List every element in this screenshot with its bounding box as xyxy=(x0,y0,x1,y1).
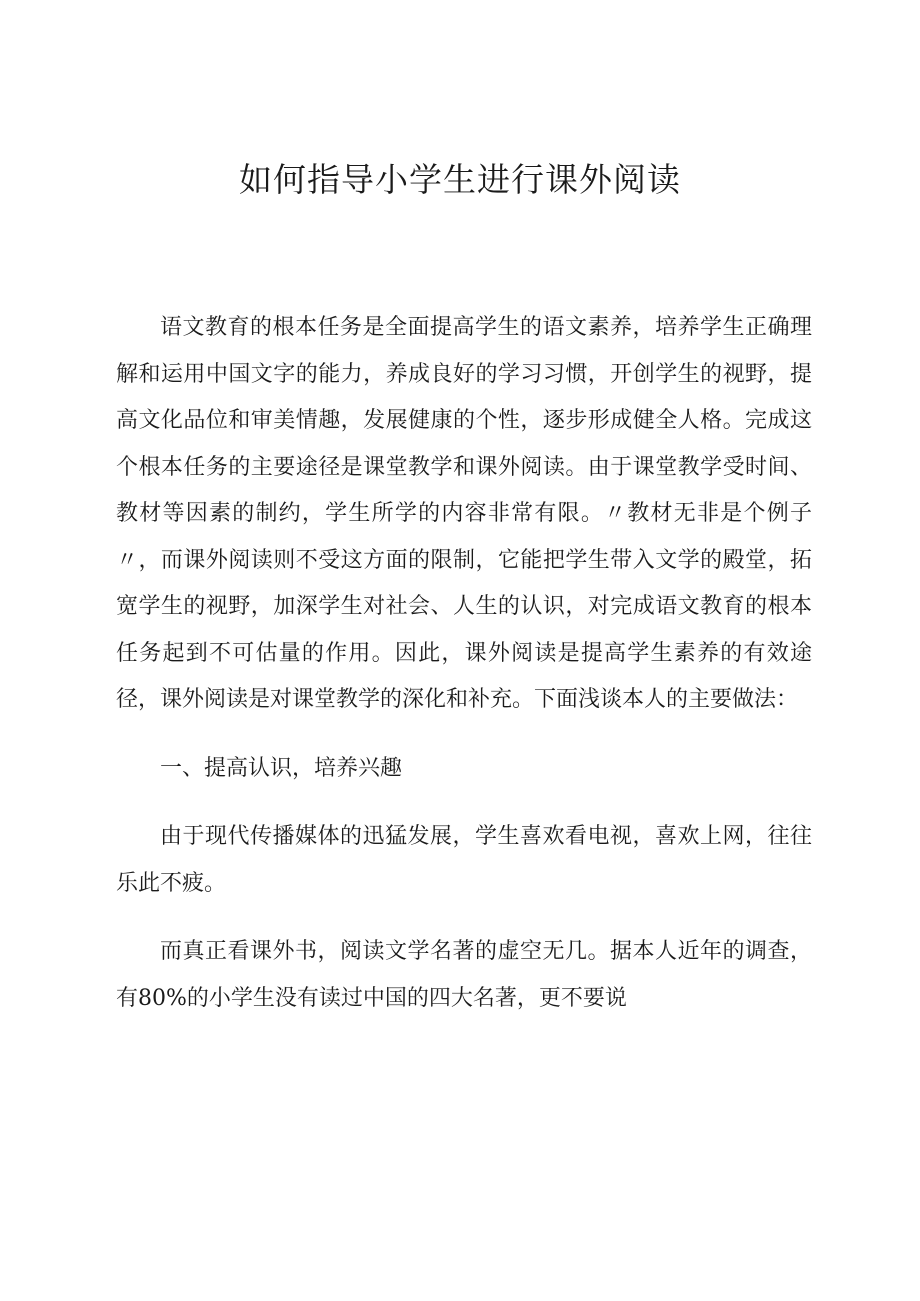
paragraph-spacer xyxy=(116,907,812,929)
paragraph-survey: 而真正看课外书，阅读文学名著的虚空无几。据本人近年的调查，有80%的小学生没有读过中国的四大名著，更不要说 xyxy=(116,939,812,1011)
paragraph-media: 由于现代传播媒体的迅猛发展，学生喜欢看电视，喜欢上网，往往乐此不疲。 xyxy=(116,824,812,896)
section-heading-1: 一、提高认识，培养兴趣 xyxy=(160,755,403,781)
paragraph-spacer xyxy=(116,724,812,746)
paragraph-spacer xyxy=(116,792,812,814)
document-body xyxy=(116,305,812,1022)
paragraph-intro: 语文教育的根本任务是全面提高学生的语文素养，培养学生正确理解和运用中国文字的能力，养成良好的学习习惯，开创学生的视野，提高文化品位和审美情趣，发展健康的个性，逐步形成健全人格。完成这个根本任务的主要途径是课堂教学和课外阅读。由于课堂教学受时间、教材等因素的制约，学生所学的内容非常有限。〃教材无非是个例子〃，而课外阅读则不受这方面的限制，它能把学生带入文学的殿堂，拓宽学生的视野，加深学生对社会、人生的认识，对完成语文教育的根本任务起到不可估量的作用。因此，课外阅读是提高学生素养的有效途径，课外阅读是对课堂教学的深化和补充。下面浅谈本人的主要做法： xyxy=(116,315,812,712)
document-title: 如何指导小学生进行课外阅读 xyxy=(239,160,681,199)
